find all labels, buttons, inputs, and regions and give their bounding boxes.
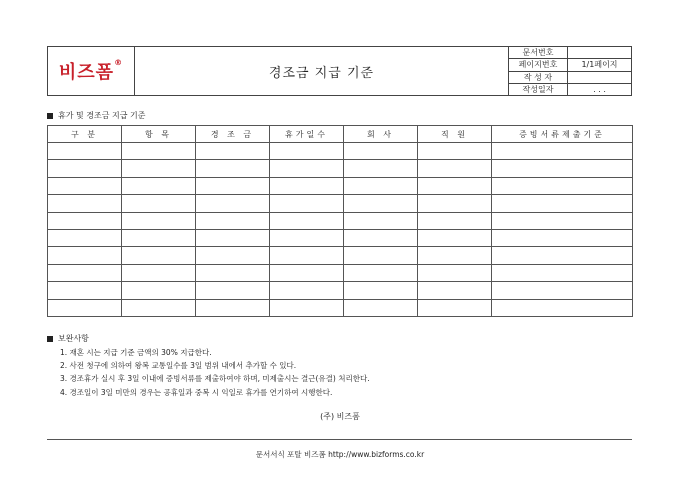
table-cell[interactable] [122, 247, 196, 264]
table-cell[interactable] [196, 160, 270, 177]
note-item: 3. 경조휴가 실시 후 3일 이내에 증빙서류를 제출하여야 하며, 미제출시는 결근(유결) 처리한다. [60, 374, 370, 384]
notes-list [60, 346, 370, 399]
table-cell[interactable] [270, 229, 344, 246]
table-cell[interactable] [418, 299, 492, 316]
table-cell[interactable] [48, 247, 122, 264]
col-category: 구 분 [48, 126, 122, 143]
table-cell[interactable] [122, 160, 196, 177]
criteria-table [47, 125, 633, 317]
table-cell[interactable] [492, 212, 633, 229]
note-item: 2. 사전 청구에 의하여 왕복 교통일수를 3일 범위 내에서 추가할 수 있다. [60, 361, 297, 371]
meta-row-doc-number: 문서번호 [509, 47, 631, 59]
table-cell[interactable] [196, 247, 270, 264]
table-row [48, 229, 633, 246]
footer-text: 문서서식 포탈 비즈폼 http://www.bizforms.co.kr [255, 450, 425, 459]
meta-row-page-number: 페이지번호 1/1페이지 [509, 59, 631, 71]
table-row [48, 212, 633, 229]
table-cell[interactable] [48, 195, 122, 212]
col-amount: 경 조 금 [196, 126, 270, 143]
table-cell[interactable] [196, 229, 270, 246]
col-company: 회 사 [344, 126, 418, 143]
meta-table [509, 47, 631, 95]
table-cell[interactable] [344, 195, 418, 212]
col-employee: 직 원 [418, 126, 492, 143]
table-cell[interactable] [492, 264, 633, 281]
table-cell[interactable] [48, 282, 122, 299]
table-cell[interactable] [48, 160, 122, 177]
table-cell[interactable] [270, 282, 344, 299]
table-cell[interactable] [344, 247, 418, 264]
table-cell[interactable] [492, 143, 633, 160]
document-title: 경조금 지급 기준 [135, 47, 509, 95]
table-cell[interactable] [418, 282, 492, 299]
table-row [48, 299, 633, 316]
table-row [48, 177, 633, 194]
table-cell[interactable] [270, 212, 344, 229]
table-cell[interactable] [122, 195, 196, 212]
table-cell[interactable] [344, 160, 418, 177]
meta-row-author: 작 성 자 [509, 72, 631, 84]
table-cell[interactable] [344, 282, 418, 299]
table-cell[interactable] [344, 212, 418, 229]
table-cell[interactable] [196, 264, 270, 281]
table-row [48, 264, 633, 281]
table-cell[interactable] [48, 143, 122, 160]
table-cell[interactable] [196, 177, 270, 194]
table-cell[interactable] [418, 264, 492, 281]
table-cell[interactable] [418, 160, 492, 177]
table-cell[interactable] [418, 247, 492, 264]
footer-divider [47, 439, 632, 440]
section-title-notes: 보완사항 [47, 333, 89, 344]
document-header [47, 46, 632, 96]
table-header-row [48, 126, 633, 143]
col-evidence: 증빙서류제출기준 [492, 126, 633, 143]
table-cell[interactable] [122, 143, 196, 160]
table-cell[interactable] [344, 264, 418, 281]
section-title-criteria: 휴가 및 경조금 지급 기준 [47, 110, 145, 121]
table-cell[interactable] [122, 212, 196, 229]
table-cell[interactable] [418, 212, 492, 229]
table-cell[interactable] [344, 299, 418, 316]
table-cell[interactable] [122, 282, 196, 299]
table-cell[interactable] [492, 229, 633, 246]
table-cell[interactable] [122, 299, 196, 316]
col-leave-days: 휴가일수 [270, 126, 344, 143]
table-cell[interactable] [196, 282, 270, 299]
table-cell[interactable] [344, 177, 418, 194]
table-cell[interactable] [270, 195, 344, 212]
table-cell[interactable] [344, 229, 418, 246]
table-cell[interactable] [492, 299, 633, 316]
table-cell[interactable] [270, 247, 344, 264]
table-cell[interactable] [418, 143, 492, 160]
table-cell[interactable] [196, 195, 270, 212]
square-bullet-icon [47, 336, 53, 342]
square-bullet-icon [47, 113, 53, 119]
table-cell[interactable] [48, 299, 122, 316]
table-cell[interactable] [48, 229, 122, 246]
table-cell[interactable] [492, 247, 633, 264]
table-cell[interactable] [122, 229, 196, 246]
table-cell[interactable] [48, 177, 122, 194]
company-name: (주) 비즈폼 [320, 412, 360, 421]
table-cell[interactable] [418, 177, 492, 194]
meta-row-date: 작성일자 . . . [509, 84, 631, 95]
table-cell[interactable] [492, 177, 633, 194]
bizforms-logo: 비즈폼® [58, 58, 124, 83]
logo-cell [48, 47, 135, 95]
table-row [48, 195, 633, 212]
table-row [48, 282, 633, 299]
table-cell[interactable] [344, 143, 418, 160]
table-cell[interactable] [122, 177, 196, 194]
table-cell[interactable] [418, 229, 492, 246]
table-cell[interactable] [492, 160, 633, 177]
table-row [48, 247, 633, 264]
table-cell[interactable] [270, 143, 344, 160]
table-cell[interactable] [196, 212, 270, 229]
table-cell[interactable] [418, 195, 492, 212]
table-row [48, 160, 633, 177]
table-cell[interactable] [492, 195, 633, 212]
table-cell[interactable] [270, 160, 344, 177]
table-cell[interactable] [270, 299, 344, 316]
table-cell[interactable] [122, 264, 196, 281]
table-cell[interactable] [270, 264, 344, 281]
note-item: 1. 재혼 시는 지급 기준 금액의 30% 지급한다. [60, 348, 212, 357]
table-cell[interactable] [196, 143, 270, 160]
table-cell[interactable] [196, 299, 270, 316]
table-cell[interactable] [48, 212, 122, 229]
note-item: 4. 경조일이 3일 미만의 경우는 공휴일과 중복 시 익일로 휴가를 연기하여 시행한다. [60, 387, 333, 397]
table-row [48, 143, 633, 160]
table-cell[interactable] [48, 264, 122, 281]
col-item: 항 목 [122, 126, 196, 143]
table-cell[interactable] [492, 282, 633, 299]
table-cell[interactable] [270, 177, 344, 194]
